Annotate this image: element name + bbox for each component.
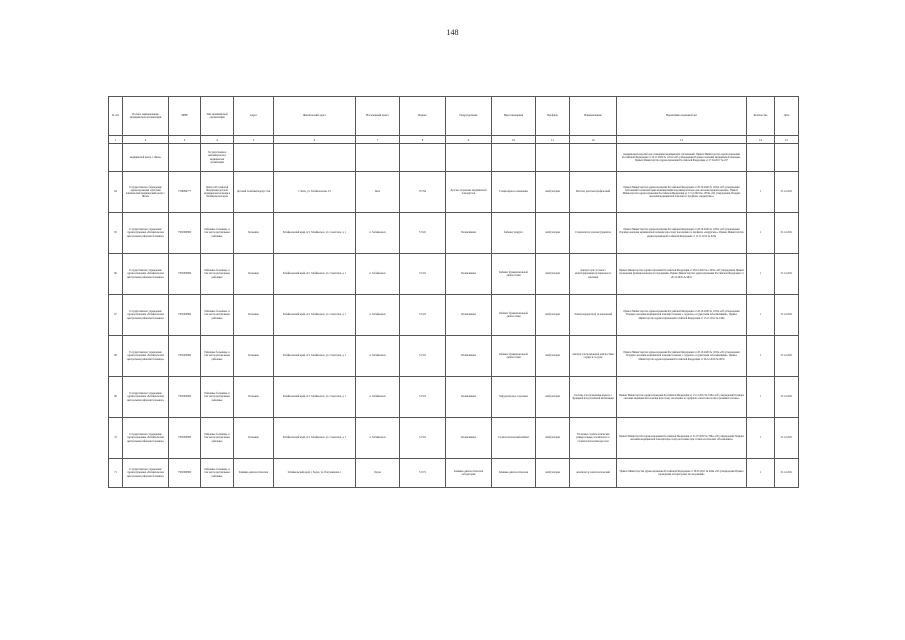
legal-basis: Приказ Министерства здравоохранения Российской Федерации от 31.07.2020 № 786н «Об утверждении Порядка оказания медицинской помощи взрослому населению при стоматологических заболеваниях» — [617, 418, 747, 459]
table-row — [109, 459, 799, 488]
row-number: 70 — [109, 418, 123, 459]
profile: Амбулатория — [536, 213, 570, 254]
column-number: 6 — [274, 136, 356, 144]
row-number: 68 — [109, 336, 123, 377]
column-number: 3 — [169, 136, 201, 144]
room-type: Клинико-диагностическая — [492, 459, 536, 488]
legal-basis: Приказ Министерства здравоохранения Российской Федерации от 28.10.2020 № 1165н «Об утверждении Порядка оказания медицинской помощи больным с сердечно-сосудистыми заболеваниями». Приказ Министерства здравоохранения Российской Федерации от 26.12.2016 № 997н — [617, 336, 747, 377]
header-cell: Фактический адрес — [274, 97, 356, 136]
column-number: 11 — [536, 136, 570, 144]
postal-index: 74 371 — [400, 459, 446, 488]
column-number: 5 — [234, 136, 274, 144]
quantity: 1 — [747, 418, 775, 459]
header-cell: Подразделение — [446, 97, 492, 136]
room-type: Кабинет функциональной диагностики — [492, 336, 536, 377]
postal-index: 76 764 — [400, 172, 446, 213]
org-type: Районные больницы, в том числе центральные районные — [201, 336, 234, 377]
subdivision: Поликлиника — [446, 377, 492, 418]
equipment-name: Анализатор гематологический — [570, 459, 617, 488]
org-name: Государственное учреждение здравоохранения «Забайкальская центральная районная больница» — [123, 295, 169, 336]
column-number: 14 — [747, 136, 775, 144]
settlement: Борзя — [356, 459, 400, 488]
org-name: Государственное учреждение здравоохранения «Забайкальская центральная районная больница» — [123, 336, 169, 377]
postal-index: 74 321 — [400, 254, 446, 295]
profile: Амбулатория — [536, 377, 570, 418]
settlement: п. Забайкальск — [356, 295, 400, 336]
settlement: п. Забайкальск — [356, 336, 400, 377]
header-cell: Полное наименование медицинской организации — [123, 97, 169, 136]
column-number: 2 — [123, 136, 169, 144]
org-type: Районные больницы, в том числе центральные районные — [201, 295, 234, 336]
profile: Амбулатория — [536, 459, 570, 488]
equipment-name: Аппарат ультразвуковой диагностики сердца и сосудов — [570, 336, 617, 377]
quantity: 1 — [747, 377, 775, 418]
table-row — [109, 336, 799, 377]
room-type: Хирургическое отделение — [492, 377, 536, 418]
equipment-name: Установка стоматологическая универсальная, в комплекте со стоматологическим креслом — [570, 418, 617, 459]
column-number: 4 — [201, 136, 234, 144]
header-cell: Наименование — [570, 97, 617, 136]
actual-address: Забайкальский край, пгт. Забайкальск, ул. Советская, д. 1 — [274, 295, 356, 336]
org-name: Государственное учреждение здравоохранения «Забайкальская центральная районная больница» — [123, 213, 169, 254]
room-type: Кабинет функциональной диагностики — [492, 254, 536, 295]
column-number-row — [109, 136, 799, 144]
org-inn: 7505000890 — [169, 254, 201, 295]
column-number: 10 — [492, 136, 536, 144]
org-inn: 7505000890 — [169, 459, 201, 488]
room-type: Кабинет функциональной диагностики — [492, 295, 536, 336]
settlement: п. Забайкальск — [356, 254, 400, 295]
subdivision: Поликлиника — [446, 295, 492, 336]
equipment-name: Электрокардиограф 12-канальный — [570, 295, 617, 336]
settlement: п. Забайкальск — [356, 377, 400, 418]
org-address: Детский лечебный корпус №4 — [234, 172, 274, 213]
column-number: 15 — [775, 136, 799, 144]
legal-basis: Приказ Министерства здравоохранения Российской Федерации от 15.11.2012 № 919н «Об утверждении Порядка оказания медицинской помощи взрослому населению по профилю «анестезиология и реаниматология»» — [617, 377, 747, 418]
due-date: 31.12.2021 — [775, 459, 799, 488]
row-number: 67 — [109, 295, 123, 336]
actual-address: Забайкальский край, г. Борзя, ул. Пограничная, 1 — [274, 459, 356, 488]
equipment-name: Рентген, рентгенографический — [570, 172, 617, 213]
row-number: 66 — [109, 254, 123, 295]
due-date: 31.12.2021 — [775, 336, 799, 377]
org-inn: 7505000890 — [169, 336, 201, 377]
header-cell: Населенный пункт — [356, 97, 400, 136]
subdivision: Поликлиника — [446, 254, 492, 295]
settlement: п. Забайкальск — [356, 418, 400, 459]
table-row — [109, 377, 799, 418]
actual-address: Забайкальский край, пгт. Забайкальск, ул. Советская, д. 1 — [274, 418, 356, 459]
org-inn: 7505000890 — [169, 418, 201, 459]
org-address: Больница — [234, 254, 274, 295]
org-type: Районные больницы, в том числе центральные районные — [201, 459, 234, 488]
profile: Амбулатория — [536, 295, 570, 336]
header-cell: Профиль — [536, 97, 570, 136]
profile: Амбулатория — [536, 418, 570, 459]
legal-basis: Приказ Министерства здравоохранения Российской Федерации от 28.10.2020 № 1165н «Об утверждении Порядка оказания медицинской помощи больным с сердечно-сосудистыми заболеваниями». Приказ Министерства здравоохранения Российской Федерации от 15.11.2012 № 918н — [617, 295, 747, 336]
row-number: 71 — [109, 459, 123, 488]
org-name: Государственное учреждение здравоохранения «Забайкальская центральная районная больница» — [123, 254, 169, 295]
table-row — [109, 295, 799, 336]
profile: Амбулатория — [536, 336, 570, 377]
legal-basis: Приказ Министерства здравоохранения Российской Федерации от 28.10.2020 № 1165н «Об утверждении Порядка оказания медицинской помощи взрослому населению по профилю «хирургия»». Приказ Министерства здравоохранения Российской Федерации от 15.11.2012 № 922н — [617, 213, 747, 254]
actual-address: г. Чита, ул. Забайкальская, 23 — [274, 172, 356, 213]
postal-index: 74 321 — [400, 377, 446, 418]
org-inn: 7505000890 — [169, 295, 201, 336]
due-date: 31.12.2021 — [775, 254, 799, 295]
legal-basis: медицинских изделий для оснащения медицинских организаций. Приказ Министерства здравоохранения Российской Федерации от 10.11.2020 № 1221н «Об утверждении Порядка оказания медицинской помощи». Приказ Министерства здравоохранения Российской Федерации от 27.04.2017 № 227 — [617, 144, 747, 172]
settlement: п. Забайкальск — [356, 213, 400, 254]
legal-basis: Приказ Министерства здравоохранения Российской Федерации от 28.10.2020 № 1165н «Об утверждении требований к комплектации медицинскими изделиями аптечек для оказания первой помощи». Приказ Министерства здравоохранения Российской Федерации от 17.12.2019 № 1053н «Об утверждении Порядка оказания медицинской помощи по профилю «педиатрия»» — [617, 172, 747, 213]
org-type: Районные больницы, в том числе центральные районные — [201, 377, 234, 418]
org-address: Клинико-диагностическая — [234, 459, 274, 488]
org-name: Государственное учреждение здравоохранения «Забайкальская центральная районная больница» — [123, 377, 169, 418]
org-address: Больница — [234, 336, 274, 377]
row-number: 64 — [109, 172, 123, 213]
column-number: 9 — [446, 136, 492, 144]
subdivision: Поликлиника — [446, 213, 492, 254]
org-inn: 7505000890 — [169, 377, 201, 418]
header-cell: № п/п — [109, 97, 123, 136]
table-row — [109, 213, 799, 254]
header-cell: Вид помещения — [492, 97, 536, 136]
column-number: 7 — [356, 136, 400, 144]
org-type: Районные больницы, в том числе центральные районные — [201, 418, 234, 459]
org-type: Районные больницы, в том числе центральные районные — [201, 213, 234, 254]
equipment-name: Аппарат для суточного мониторирования артериального давления — [570, 254, 617, 295]
header-row — [109, 97, 799, 136]
org-type: Районные больницы, в том числе центральные районные — [201, 254, 234, 295]
table-row — [109, 172, 799, 213]
actual-address: Забайкальский край, пгт. Забайкальск, ул. Советская, д. 1 — [274, 213, 356, 254]
row-number: 69 — [109, 377, 123, 418]
postal-index: 74 321 — [400, 295, 446, 336]
quantity: 1 — [747, 172, 775, 213]
register-table — [108, 96, 799, 488]
profile: Амбулатория — [536, 172, 570, 213]
room-type: Стоматологический кабинет — [492, 418, 536, 459]
subdivision: Поликлиника — [446, 336, 492, 377]
org-inn: 7536099777 — [169, 172, 201, 213]
table-row — [109, 418, 799, 459]
header-cell: Индекс — [400, 97, 446, 136]
postal-index: 74 321 — [400, 418, 446, 459]
org-address: Больница — [234, 418, 274, 459]
room-type: Кабинет хирурга — [492, 213, 536, 254]
quantity: 1 — [747, 295, 775, 336]
header-cell: Дата — [775, 97, 799, 136]
quantity: 1 — [747, 459, 775, 488]
subdivision: Поликлиника — [446, 418, 492, 459]
header-cell: Тип медицинской организации — [201, 97, 234, 136]
org-name: Государственное учреждение здравоохранения «Забайкальская центральная районная больница» — [123, 459, 169, 488]
profile: Амбулатория — [536, 254, 570, 295]
org-address: Больница — [234, 295, 274, 336]
subdivision: Детское отделение медицинской помощи №4 — [446, 172, 492, 213]
postal-index: 74 321 — [400, 213, 446, 254]
org-address: Больница — [234, 213, 274, 254]
due-date: 31.12.2021 — [775, 295, 799, 336]
header-cell: Количество — [747, 97, 775, 136]
actual-address: Забайкальский край, пгт. Забайкальск, ул. Советская, д. 1 — [274, 377, 356, 418]
column-number: 1 — [109, 136, 123, 144]
subdivision: Клинико-диагностическая лаборатория — [446, 459, 492, 488]
column-number: 12 — [570, 136, 617, 144]
org-type: Государственное некоммерческое медицинская организация — [201, 144, 234, 172]
postal-index: 74 321 — [400, 336, 446, 377]
page-number: 148 — [446, 28, 459, 37]
quantity: 1 — [747, 336, 775, 377]
due-date: 31.12.2021 — [775, 172, 799, 213]
table-row — [109, 254, 799, 295]
column-number: 8 — [400, 136, 446, 144]
due-date: 31.12.2021 — [775, 213, 799, 254]
continuation-row — [109, 144, 799, 172]
actual-address: Забайкальский край, пгт. Забайкальск, ул. Советская, д. 1 — [274, 336, 356, 377]
room-type: Стационарное помещение — [492, 172, 536, 213]
row-number: 65 — [109, 213, 123, 254]
org-name: Государственное учреждение здравоохранения «Детский клинический медицинский центр г. Читы» — [123, 172, 169, 213]
legal-basis: Приказ Министерства здравоохранения Российской Федерации от 28.10.2020 № 1165н «Об утверждении Правил проведения функциональных исследований». Приказ Министерства здравоохранения Российской Федерации от 26.12.2016 № 997н — [617, 254, 747, 295]
settlement: Чита — [356, 172, 400, 213]
equipment-name: Стерилизатор для инструментов — [570, 213, 617, 254]
column-number: 13 — [617, 136, 747, 144]
due-date: 31.12.2021 — [775, 418, 799, 459]
legal-basis: Приказ Министерства здравоохранения Российской Федерации от 18.05.2021 № 464н «Об утверждении Правил проведения лабораторных исследований» — [617, 459, 747, 488]
org-name: медицинской центр г. Читы» — [123, 144, 169, 172]
header-cell: Адрес — [234, 97, 274, 136]
org-address: Больница — [234, 377, 274, 418]
header-cell: ИНН — [169, 97, 201, 136]
actual-address: Забайкальский край, пгт. Забайкальск, ул. Советская, д. 1 — [274, 254, 356, 295]
quantity: 1 — [747, 254, 775, 295]
equipment-name: Система для проведения наркоза с функцией искусственной вентиляции — [570, 377, 617, 418]
org-type: Центр в Российской Федерации детской медицинской помощи в Забайкальском крае — [201, 172, 234, 213]
org-inn: 7505000890 — [169, 213, 201, 254]
due-date: 31.12.2021 — [775, 377, 799, 418]
quantity: 1 — [747, 213, 775, 254]
header-cell: Нормативно-правовой акт — [617, 97, 747, 136]
org-name: Государственное учреждение здравоохранения «Забайкальская центральная районная больница» — [123, 418, 169, 459]
